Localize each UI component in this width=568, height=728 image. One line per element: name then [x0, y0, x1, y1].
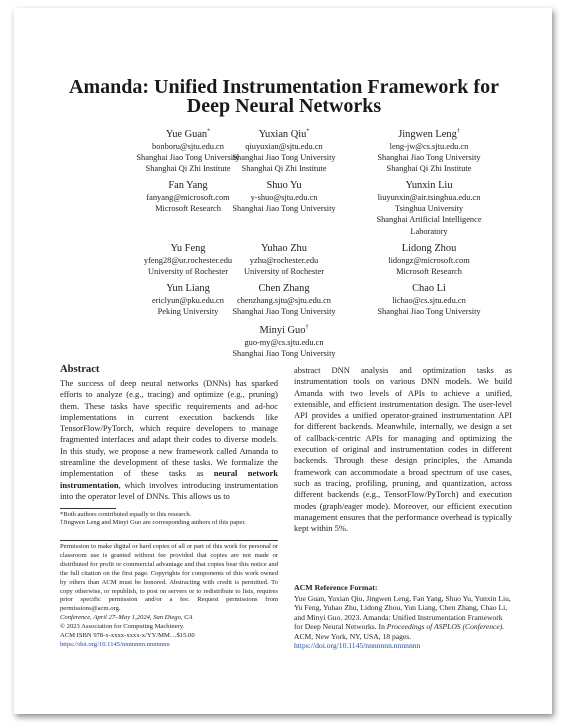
author-affiliation: Microsoft Research [155, 204, 221, 214]
author-email[interactable]: leng-jw@cs.sjtu.edu.cn [389, 142, 469, 151]
author-name-text: Yuhao Zhu [261, 243, 307, 254]
conference-line: Conference, April 27–May 1,2024, San Diego, CA [60, 614, 193, 622]
author-name [204, 128, 364, 141]
author-affiliation: Shanghai Jiao Tong University [136, 153, 240, 163]
author-name-text: Jingwen Leng [398, 129, 457, 140]
author-email[interactable]: y-shuo@sjtu.edu.cn [250, 193, 318, 202]
author-affiliation: University of Rochester [243, 267, 324, 277]
author-affiliation: Shanghai Jiao Tong University [232, 153, 336, 163]
abstract-left-bold: neural network instrumentation [60, 468, 278, 490]
footnote-equal-contribution: *Both authors contributed equally to this research. [60, 511, 192, 518]
author-name [349, 128, 509, 141]
author-10 [204, 282, 364, 317]
author-name-text: Yuxian Qiu [258, 129, 307, 140]
author-affiliation: Shanghai Jiao Tong University [232, 307, 336, 317]
author-mark: † [456, 128, 460, 135]
paper-title-line-1: Amanda: Unified Instrumentation Framework for [69, 76, 499, 98]
isbn-line: ACM ISBN 978-x-xxxx-xxxx-x/YY/MM…$15.00 [60, 632, 195, 640]
author-name-text: Lidong Zhou [401, 243, 457, 254]
permission-rule [60, 540, 278, 541]
author-affiliation: Laboratory [410, 226, 448, 236]
author-affiliation: Shanghai Jiao Tong University [377, 153, 481, 163]
author-email[interactable]: chenzhang.sjtu@sjtu.edu.cn [237, 296, 331, 305]
author-8 [349, 242, 509, 277]
author-name [204, 179, 364, 192]
copyright-line: © 2023 Association for Computing Machinery. [60, 623, 185, 631]
author-affiliation: University of Rochester [147, 267, 228, 277]
author-name [349, 282, 509, 295]
paper-title-line-2: Deep Neural Networks [186, 95, 382, 117]
abstract-left-text-2: , which involves introducing instrumentation into the operator level of DNNs. This allows us to [60, 479, 278, 501]
author-affiliation: Shanghai Qi Zhi Institute [386, 164, 472, 174]
author-name-text: Yunxin Liu [405, 180, 453, 191]
author-4 [204, 179, 364, 214]
author-name [349, 242, 509, 255]
reference-format-text [294, 594, 512, 650]
author-email[interactable]: yzhu@rochester.edu [249, 256, 319, 265]
author-affiliation: Shanghai Jiao Tong University [232, 204, 336, 214]
author-name [204, 242, 364, 255]
author-name-text: Yun Liang [166, 283, 210, 294]
author-email[interactable]: lidongz@microsoft.com [388, 256, 470, 265]
author-name-text: Yue Guan [165, 129, 208, 140]
author-mark: * [306, 128, 310, 135]
author-name-text: Minyi Guo [259, 325, 306, 336]
reference-format-heading: ACM Reference Format: [294, 583, 378, 592]
author-email[interactable]: liuyunxin@air.tsinghua.edu.cn [377, 193, 481, 202]
author-name [204, 324, 364, 337]
author-mark: † [305, 324, 309, 331]
author-affiliation: Shanghai Jiao Tong University [377, 307, 481, 317]
reference-text-italic: Proceedings of ASPLOS (Conference). [386, 622, 505, 632]
author-2 [349, 128, 509, 175]
doi-link-left[interactable]: https://doi.org/10.1145/nnnnnnn.nnnnnnn [60, 640, 170, 648]
author-name-text: Fan Yang [168, 180, 208, 191]
abstract-left-text-1: The success of deep neural networks (DNNs) has sparked efforts to analyze (e.g., tracing) and optimize (e.g., pruning) them. These tasks have specific requirements and ad-hoc implementations in current execution backends like TensorFlow/PyTorch, which require developers to manage fragmented interfaces and adapt their codes to diverse models. In this study, we propose a new framework called Amanda to streamline the development of these tasks. We formalize the implementation of these tasks as [60, 378, 278, 479]
author-5 [349, 179, 509, 237]
abstract-heading: Abstract [60, 364, 100, 375]
author-affiliation: Tsinghua University [394, 204, 464, 214]
author-name-text: Chen Zhang [258, 283, 310, 294]
author-name-text: Shuo Yu [266, 180, 302, 191]
author-name-text: Yu Feng [170, 243, 206, 254]
author-affiliation: Shanghai Qi Zhi Institute [241, 164, 327, 174]
author-email[interactable]: fanyang@microsoft.com [146, 193, 230, 202]
author-affiliation: Shanghai Jiao Tong University [232, 349, 336, 359]
doi-link-right[interactable]: https://doi.org/10.1145/nnnnnnn.nnnnnnn [294, 641, 421, 651]
reference-text-1: Yue Guan, Yuxian Qiu, Jingwen Leng, Fan Yang, Shuo Yu, Yunxin Liu, Yu Feng, Yuhao Zhu, Lidong Zhou, Yun Liang, Chen Zhang, Chao Li, and Minyi Guo. 2023. Amanda: Unified Instrumentation Framework for Deep Neural Networks. In [294, 594, 511, 632]
author-12 [204, 324, 364, 359]
footnote-rule [60, 508, 116, 509]
author-email[interactable]: qiuyuxian@sjtu.edu.cn [245, 142, 323, 151]
author-11 [349, 282, 509, 317]
permission-text: Permission to make digital or hard copies of all or part of this work for personal or classroom use is granted without fee provided that copies are not made or distributed for profit or commercial advantage and that copies bear this notice and the full citation on the first page. Copyrights for components of this work owned by others than ACM must be honored. Abstracting with credit is permitted. To copy otherwise, or republish, to post on servers or to redistribute to lists, requires prior specific permission and/or a fee. Request permissions from permissions@acm.org. [60, 543, 278, 613]
author-email[interactable]: lichao@cs.sjtu.edu.cn [392, 296, 466, 305]
abstract-right-column: abstract DNN analysis and optimization tasks as instrumentation tools on various DNN models. We build Amanda with two levels of APIs to achieve a unified, extensible, and efficient instrumentation design. The user-level API provides a unified operator-grained instrumentation API for different backends. Meanwhile, internally, we design a set of callback-centric APIs for managing and optimizing the execution of original and instrumentation codes in different backends. Through these design principles, the Amanda framework can accommodate a broad spectrum of use cases, such as tracing, profiling, pruning, and quantization, across different backends (e.g., TensorFlow/PyTorch) and execution modes (graph/eager mode). Moreover, our efficient execution management ensures that the performance overhead is typically kept within 5%. [294, 365, 512, 534]
permission-block [60, 543, 278, 650]
author-affiliation: Shanghai Qi Zhi Institute [145, 164, 231, 174]
abstract-left-column [60, 378, 278, 502]
reference-text-2: ACM, New York, NY, USA, 18 pages. [294, 631, 412, 641]
author-email[interactable]: ericlyun@pku.edu.cn [152, 296, 224, 305]
author-affiliation: Peking University [157, 307, 219, 317]
author-email[interactable]: yfeng28@ur.rochester.edu [143, 256, 233, 265]
author-affiliation: Shanghai Artificial Intelligence [376, 215, 482, 225]
author-email[interactable]: bonboru@sjtu.edu.cn [152, 142, 224, 151]
author-email[interactable]: guo-my@cs.sjtu.edu.cn [244, 338, 324, 347]
author-name-text: Chao Li [412, 283, 446, 294]
author-mark: * [207, 128, 211, 135]
author-1 [204, 128, 364, 175]
footnote-corresponding: †Jingwen Leng and Minyi Guo are corresponding authors of this paper. [60, 519, 246, 526]
author-name [204, 282, 364, 295]
author-name [349, 179, 509, 192]
author-7 [204, 242, 364, 277]
author-affiliation: Microsoft Research [396, 267, 462, 277]
